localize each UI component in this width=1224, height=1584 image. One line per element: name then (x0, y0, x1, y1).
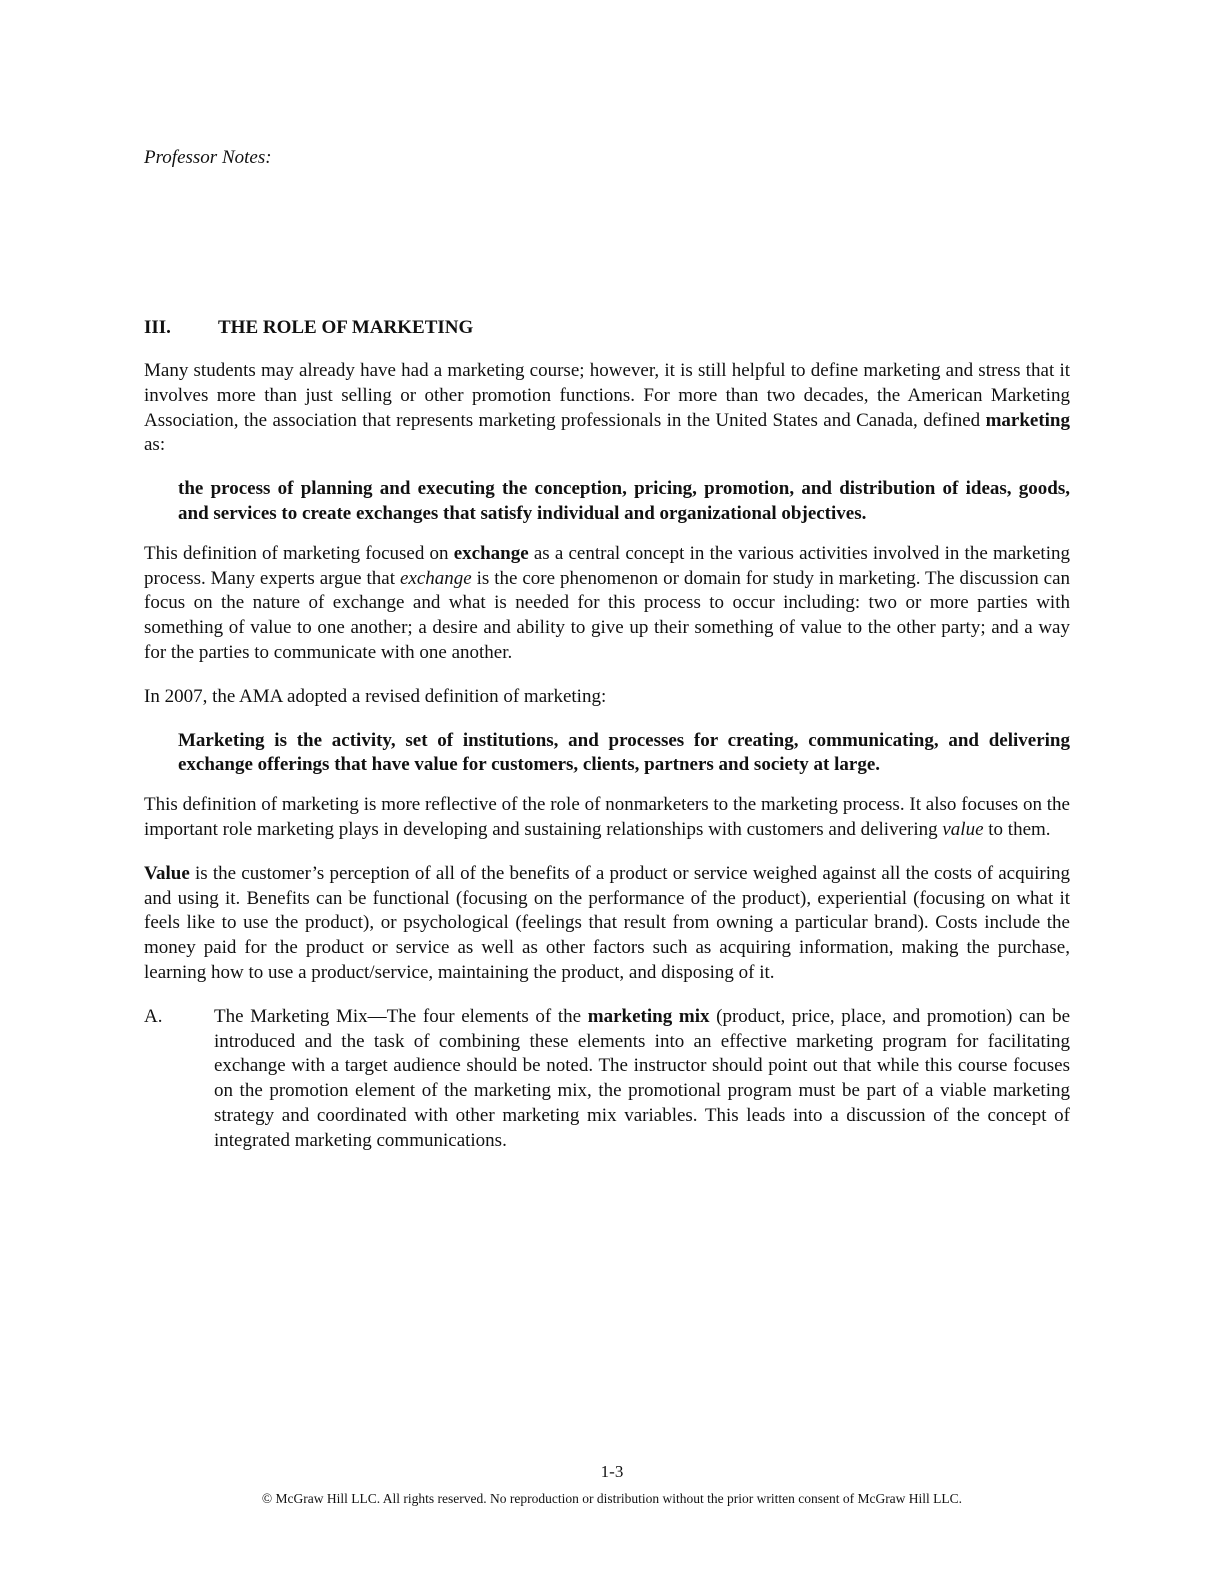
paragraph-text: is the core phenomenon or domain for study in marketing. The discussion can focus on the nature of exchange and what is needed for this process to occur including: two or more parties with something of value to one another; a desire and ability to give up their something of value to the other party; and a way for the parties to communicate with one another. (144, 567, 1071, 663)
bold-term-exchange: exchange (453, 542, 529, 564)
paragraph-nonmarketers (144, 793, 1070, 843)
list-item-marketing-mix (144, 1005, 1070, 1154)
section-title: THE ROLE OF MARKETING (218, 317, 474, 338)
paragraph-intro (144, 359, 1070, 458)
italic-term-exchange: exchange (399, 567, 472, 589)
paragraph-text: as: (144, 434, 166, 456)
list-item-text (214, 1005, 1070, 1154)
paragraph-exchange (144, 542, 1070, 666)
document-page (144, 0, 1070, 1584)
paragraph-value (144, 862, 1070, 986)
bold-term-marketing-mix: marketing mix (587, 1005, 710, 1027)
paragraph-text: to them. (983, 818, 1051, 840)
paragraph-text: The Marketing Mix—The four elements of the (214, 1005, 588, 1027)
paragraph-text: is the customer’s perception of all of the benefits of a product or service weighed against all the costs of acquiring and using it. Benefits can be functional (focusing on the performance of the product), experiential (focusing on what it feels like to use the product), or psychological (feelings that result from owning a particular brand). Costs include the money paid for the product or service as well as other factors such as acquiring information, making the purchase, learning how to use a product/service, maintaining the product, and disposing of it. (144, 862, 1070, 983)
section-number: III. (144, 317, 171, 338)
page-footer (0, 1462, 1224, 1508)
bold-term-value: Value (144, 862, 190, 884)
paragraph-text: Many students may already have had a marketing course; however, it is still helpful to define marketing and stress that it involves more than just selling or other promotion functions. For more than two decades, the American Marketing Association, the association that represents marketing professionals in the United States and Canada, defined (144, 360, 1070, 431)
list-marker: A. (144, 1005, 163, 1027)
paragraph-text: (product, price, place, and promotion) can be introduced and the task of combining these elements into an effective marketing program for facilitating exchange with a target audience should be noted. The instructor should point out that while this course focuses on the promotion element of the marketing mix, the promotional program must be part of a viable marketing strategy and coordinated with other marketing mix variables. This leads into a discussion of the concept of integrated marketing communications. (214, 1005, 1070, 1151)
main-content (144, 316, 1070, 1154)
page-number: 1-3 (600, 1462, 624, 1481)
paragraph-text: This definition of marketing is more reflective of the role of nonmarketers to the marketing process. It also focuses on the important role marketing plays in developing and sustaining relationships with customers and delivering (144, 794, 1070, 840)
bold-term-marketing: marketing (985, 409, 1070, 431)
copyright-notice: © McGraw Hill LLC. All rights reserved. No reproduction or distribution without the prior written consent of McGraw Hill LLC. (261, 1491, 963, 1506)
paragraph-text: as a central concept in the various activities involved in the marketing process. Many experts argue that (144, 542, 1070, 589)
definition-quote-revised: Marketing is the activity, set of institutions, and processes for creating, communicating, and delivering exchange offerings that have value for customers, clients, partners and society at large. (178, 729, 1070, 776)
professor-notes-label: Professor Notes: (144, 147, 272, 168)
definition-quote-original: the process of planning and executing the conception, pricing, promotion, and distribution of ideas, goods, and services to create exchanges that satisfy individual and organizational objectives. (178, 478, 1070, 524)
section-heading (144, 316, 1070, 340)
italic-term-value: value (942, 818, 984, 840)
paragraph-text: This definition of marketing focused on (144, 542, 454, 564)
paragraph-2007-definition: In 2007, the AMA adopted a revised definition of marketing: (144, 685, 607, 707)
